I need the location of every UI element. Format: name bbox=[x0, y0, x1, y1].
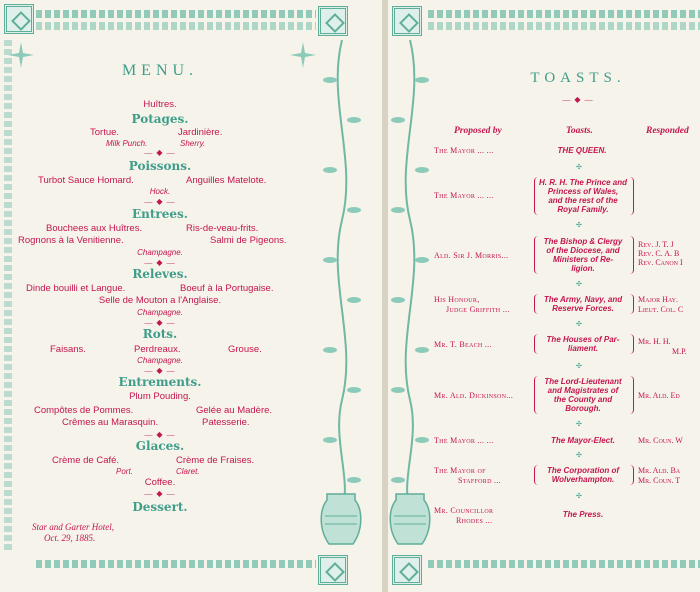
divider: — ◆ — bbox=[144, 366, 176, 375]
dish: Faisans. bbox=[50, 344, 86, 355]
corner-ornament-icon bbox=[318, 555, 348, 585]
dish: Crème de Fraises. bbox=[176, 455, 255, 466]
proposer: Mr. T. Beach ... bbox=[434, 340, 492, 349]
course-heading: Entrements. bbox=[118, 375, 202, 389]
dish: Patesserie. bbox=[202, 417, 250, 428]
dish: Tortue. bbox=[90, 127, 120, 138]
dish: Rognons à la Venitienne. bbox=[18, 235, 124, 246]
responders: Major Hay. Lieut. Col. C bbox=[638, 295, 684, 314]
course-heading: Dessert. bbox=[132, 500, 188, 514]
floral-vine-icon bbox=[390, 40, 430, 510]
divider: — ◆ — bbox=[144, 197, 176, 206]
proposer: The Mayor ... ... bbox=[434, 191, 494, 200]
corner-ornament-icon bbox=[4, 4, 34, 34]
dish: Crème de Café. bbox=[52, 455, 120, 466]
course-heading: Potages. bbox=[131, 112, 189, 126]
dish: Grouse. bbox=[228, 344, 262, 355]
venue-line: Star and Garter Hotel, bbox=[32, 522, 114, 532]
wine: Champagne. bbox=[137, 308, 183, 317]
divider: — ◆ — bbox=[144, 258, 176, 267]
divider: — ◆ — bbox=[144, 148, 176, 157]
dish: Coffee. bbox=[144, 477, 176, 488]
divider: — ◆ — bbox=[144, 489, 176, 498]
wine: Port. bbox=[116, 467, 133, 476]
proposer: Mr. Councillor Rhodes ... bbox=[434, 506, 494, 525]
dish: Perdreaux. bbox=[134, 344, 181, 355]
dish: Selle de Mouton a l'Anglaise. bbox=[98, 295, 222, 306]
row-separator: ✣ bbox=[576, 221, 582, 229]
top-greek-key-border-inner bbox=[36, 22, 316, 30]
course-oysters: Huîtres. bbox=[143, 99, 177, 110]
proposer: Ald. Sir J. Morris... bbox=[434, 251, 509, 260]
proposer: The Mayor of Stafford ... bbox=[434, 466, 501, 485]
responders: Mr. H. H. M.P. bbox=[638, 337, 687, 356]
row-separator: ✣ bbox=[576, 362, 582, 370]
responders: Mr. Coun. W bbox=[638, 436, 683, 445]
menu-title: MENU. bbox=[121, 62, 199, 79]
proposer: His Honour, Judge Griffith ... bbox=[434, 295, 510, 314]
vase-icon bbox=[388, 490, 432, 550]
dish: Plum Pouding. bbox=[129, 391, 191, 402]
proposer: The Mayor ... ... bbox=[434, 146, 494, 155]
dish: Bouchees aux Huîtres. bbox=[46, 223, 143, 234]
responders: Mr. Ald. Ba Mr. Coun. T bbox=[638, 466, 681, 485]
proposer: Mr. Ald. Dickinson... bbox=[434, 391, 514, 400]
toast-text: The Bishop & Clergy of the Diocese, and Ministers of Re- ligion. bbox=[543, 237, 623, 273]
header-toasts: Toasts. bbox=[566, 126, 593, 136]
responders: Mr. Ald. Ed bbox=[638, 391, 680, 400]
responders: Rev. J. T. J Rev. C. A. B Rev. Canon I bbox=[638, 240, 683, 267]
date-line: Oct. 29, 1885. bbox=[44, 533, 96, 543]
row-separator: ✣ bbox=[576, 420, 582, 428]
wine: Champagne. bbox=[137, 356, 183, 365]
course-heading: Releves. bbox=[132, 267, 188, 281]
left-side-border bbox=[4, 40, 12, 552]
divider: — ◆ — bbox=[144, 430, 176, 439]
corner-ornament-icon bbox=[318, 6, 348, 36]
dish: Jardinière. bbox=[178, 127, 223, 138]
toast-text: The Houses of Par- liament. bbox=[546, 335, 620, 353]
corner-ornament-icon bbox=[392, 555, 422, 585]
divider: — ◆ — bbox=[144, 318, 176, 327]
dish: Turbot Sauce Homard. bbox=[38, 175, 134, 186]
wine: Champagne. bbox=[137, 248, 183, 257]
star-flower-icon bbox=[288, 40, 318, 70]
course-heading: Rots. bbox=[142, 327, 178, 341]
dish: Dinde bouilli et Langue. bbox=[26, 283, 126, 294]
top-greek-key-border bbox=[428, 10, 700, 18]
dish: Crêmes au Marasquin. bbox=[62, 417, 159, 428]
toast-text: The Lord-Lieutenant and Magistrates of the County and Borough. bbox=[544, 377, 622, 413]
star-flower-icon bbox=[6, 40, 36, 70]
toast-text: The Corporation of Wolverhampton. bbox=[547, 466, 619, 484]
wine: Claret. bbox=[176, 467, 200, 476]
course-heading: Entrees. bbox=[132, 207, 188, 221]
wine: Sherry. bbox=[180, 139, 206, 148]
toast-text: THE QUEEN. bbox=[557, 146, 607, 155]
divider: — ◆ — bbox=[562, 95, 594, 104]
wine: Milk Punch. bbox=[106, 139, 148, 148]
course-heading: Poissons. bbox=[128, 159, 192, 173]
top-greek-key-border-inner bbox=[428, 22, 700, 30]
dish: Salmi de Pigeons. bbox=[210, 235, 287, 246]
toast-text: H. R. H. The Prince and Princess of Wales, and the rest of the Royal Family. bbox=[538, 178, 627, 214]
header-responded: Responded bbox=[646, 126, 689, 136]
dish: Anguilles Matelote. bbox=[186, 175, 267, 186]
dish: Gelée au Madère. bbox=[196, 405, 273, 416]
header-proposed-by: Proposed by bbox=[454, 126, 502, 136]
wine: Hock. bbox=[149, 187, 171, 196]
row-separator: ✣ bbox=[576, 280, 582, 288]
bottom-greek-key-border bbox=[428, 560, 700, 568]
dish: Ris-de-veau-frits. bbox=[186, 223, 259, 234]
bottom-greek-key-border bbox=[36, 560, 316, 568]
course-heading: Glaces. bbox=[135, 439, 185, 453]
row-separator: ✣ bbox=[576, 451, 582, 459]
row-separator: ✣ bbox=[576, 163, 582, 171]
toasts-page bbox=[388, 0, 700, 592]
row-separator: ✣ bbox=[576, 320, 582, 328]
dish: Compôtes de Pommes. bbox=[34, 405, 134, 416]
toast-text: The Press. bbox=[562, 510, 604, 519]
toasts-title: TOASTS. bbox=[530, 70, 626, 86]
dish: Boeuf à la Portugaise. bbox=[180, 283, 274, 294]
row-separator: ✣ bbox=[576, 492, 582, 500]
corner-ornament-icon bbox=[392, 6, 422, 36]
toast-text: The Army, Navy, and Reserve Forces. bbox=[543, 295, 623, 313]
top-greek-key-border bbox=[36, 10, 316, 18]
proposer: The Mayor ... ... bbox=[434, 436, 494, 445]
toast-text: The Mayor-Elect. bbox=[550, 436, 615, 445]
floral-vine-icon bbox=[322, 40, 362, 510]
vase-icon bbox=[319, 490, 363, 550]
